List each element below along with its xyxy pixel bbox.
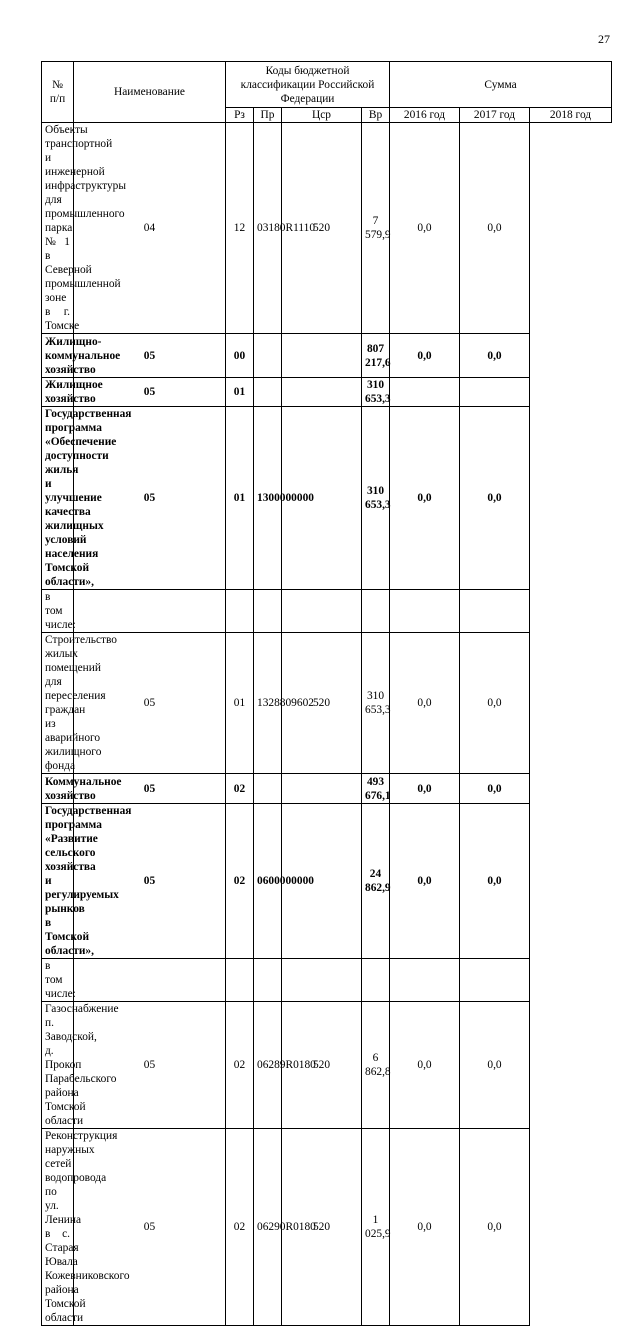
row-pr: 02 <box>226 804 254 959</box>
row-2018: 0,0 <box>460 407 530 590</box>
row-rz: 05 <box>74 633 226 774</box>
row-2017: 0,0 <box>390 1129 460 1326</box>
budget-table <box>41 61 612 1326</box>
row-csr: 06290R0180 <box>254 1129 282 1326</box>
row-2016: 1 025,9 <box>362 1129 390 1326</box>
row-pr <box>226 959 254 1002</box>
row-2017: 0,0 <box>390 774 460 804</box>
row-name: в том числе: <box>42 590 74 633</box>
row-rz: 05 <box>74 378 226 407</box>
header-2018: 2018 год <box>530 108 612 123</box>
row-pr: 02 <box>226 1002 254 1129</box>
page-number: 27 <box>598 32 610 46</box>
row-rz: 05 <box>74 804 226 959</box>
row-pr: 00 <box>226 334 254 378</box>
row-2017: 0,0 <box>390 334 460 378</box>
row-2016: 310 653,3 <box>362 378 390 407</box>
row-2018: 0,0 <box>460 334 530 378</box>
header-2016: 2016 год <box>390 108 460 123</box>
row-pr: 02 <box>226 774 254 804</box>
row-vr: 520 <box>282 633 362 774</box>
row-csr <box>254 378 282 407</box>
row-2017: 0,0 <box>390 407 460 590</box>
table-row <box>42 590 612 633</box>
row-name: Газоснабжение п. Заводской, д. Прокоп Парабельского района Томской области <box>42 1002 74 1129</box>
header-csr: Цср <box>282 108 362 123</box>
row-name: в том числе: <box>42 959 74 1002</box>
row-rz: 05 <box>74 407 226 590</box>
row-2018: 0,0 <box>460 123 530 334</box>
row-vr: 520 <box>282 1129 362 1326</box>
header-codes: Коды бюджетной классификации Российской Федерации <box>226 62 390 108</box>
row-pr: 01 <box>226 378 254 407</box>
row-2016: 310 653,3 <box>362 407 390 590</box>
row-2018: 0,0 <box>460 804 530 959</box>
row-2018: 0,0 <box>460 1129 530 1326</box>
row-pr: 12 <box>226 123 254 334</box>
row-name: Государственная программа «Обеспечение доступности жилья и улучшение качества жилищных условий населения Томской области», <box>42 407 74 590</box>
row-csr: 06289R0180 <box>254 1002 282 1129</box>
row-rz <box>74 590 226 633</box>
row-2017 <box>390 378 460 407</box>
row-name: Жилищное хозяйство <box>42 378 74 407</box>
row-2016: 24 862,9 <box>362 804 390 959</box>
row-name: Жилищно-коммунальное хозяйство <box>42 334 74 378</box>
table-row <box>42 378 612 407</box>
row-name: Строительство жилых помещений для переселения граждан из аварийного жилищного фонда <box>42 633 74 774</box>
row-rz: 05 <box>74 334 226 378</box>
row-csr: 0600000000 <box>254 804 282 959</box>
row-2017: 0,0 <box>390 633 460 774</box>
row-rz: 05 <box>74 774 226 804</box>
row-2018 <box>460 590 530 633</box>
header-vr: Вр <box>362 108 390 123</box>
header-pr: Пр <box>254 108 282 123</box>
table-row <box>42 959 612 1002</box>
row-2017: 0,0 <box>390 123 460 334</box>
table-row <box>42 334 612 378</box>
table-row <box>42 1002 612 1129</box>
table-row <box>42 633 612 774</box>
row-name: Реконструкция наружных сетей водопровода по ул. Ленина в с. Старая Ювала Кожевниковского района Томской области <box>42 1129 74 1326</box>
header-rz: Рз <box>226 108 254 123</box>
row-pr <box>226 590 254 633</box>
row-vr <box>282 590 362 633</box>
row-2016: 493 676,1 <box>362 774 390 804</box>
row-2018 <box>460 378 530 407</box>
row-2016: 807 217,6 <box>362 334 390 378</box>
header-sum: Сумма <box>390 62 612 108</box>
row-pr: 02 <box>226 1129 254 1326</box>
row-2016 <box>362 590 390 633</box>
row-vr <box>282 334 362 378</box>
table-row <box>42 407 612 590</box>
header-2017: 2017 год <box>460 108 530 123</box>
header-name: Наименование <box>74 62 226 123</box>
row-2017 <box>390 590 460 633</box>
table-row <box>42 1129 612 1326</box>
row-2017 <box>390 959 460 1002</box>
row-vr: 520 <box>282 123 362 334</box>
row-2017: 0,0 <box>390 1002 460 1129</box>
row-rz: 05 <box>74 1129 226 1326</box>
row-2018: 0,0 <box>460 774 530 804</box>
row-csr: 1328809602 <box>254 633 282 774</box>
row-vr: 520 <box>282 1002 362 1129</box>
row-2016: 310 653,3 <box>362 633 390 774</box>
row-2016 <box>362 959 390 1002</box>
table-row <box>42 804 612 959</box>
row-name: Коммунальное хозяйство <box>42 774 74 804</box>
row-csr: 1300000000 <box>254 407 282 590</box>
table-row <box>42 774 612 804</box>
row-2017: 0,0 <box>390 804 460 959</box>
row-vr <box>282 959 362 1002</box>
row-csr <box>254 334 282 378</box>
row-pr: 01 <box>226 633 254 774</box>
row-2018: 0,0 <box>460 1002 530 1129</box>
row-rz: 04 <box>74 123 226 334</box>
row-2018 <box>460 959 530 1002</box>
row-2016: 6 862,8 <box>362 1002 390 1129</box>
row-rz: 05 <box>74 1002 226 1129</box>
row-csr <box>254 959 282 1002</box>
row-vr <box>282 774 362 804</box>
row-csr <box>254 590 282 633</box>
row-csr <box>254 774 282 804</box>
row-rz <box>74 959 226 1002</box>
header-num: № п/п <box>42 62 74 123</box>
row-pr: 01 <box>226 407 254 590</box>
row-vr <box>282 378 362 407</box>
table-row <box>42 123 612 334</box>
row-csr: 03180R1110 <box>254 123 282 334</box>
row-2016: 7 579,9 <box>362 123 390 334</box>
row-name: Объекты транспортной и инженерной инфраструктуры для промышленного парка № 1 в Северной промышленной зоне в г. Томске <box>42 123 74 334</box>
row-name: Государственная программа «Развитие сельского хозяйства и регулируемых рынков в Томской области», <box>42 804 74 959</box>
row-2018: 0,0 <box>460 633 530 774</box>
